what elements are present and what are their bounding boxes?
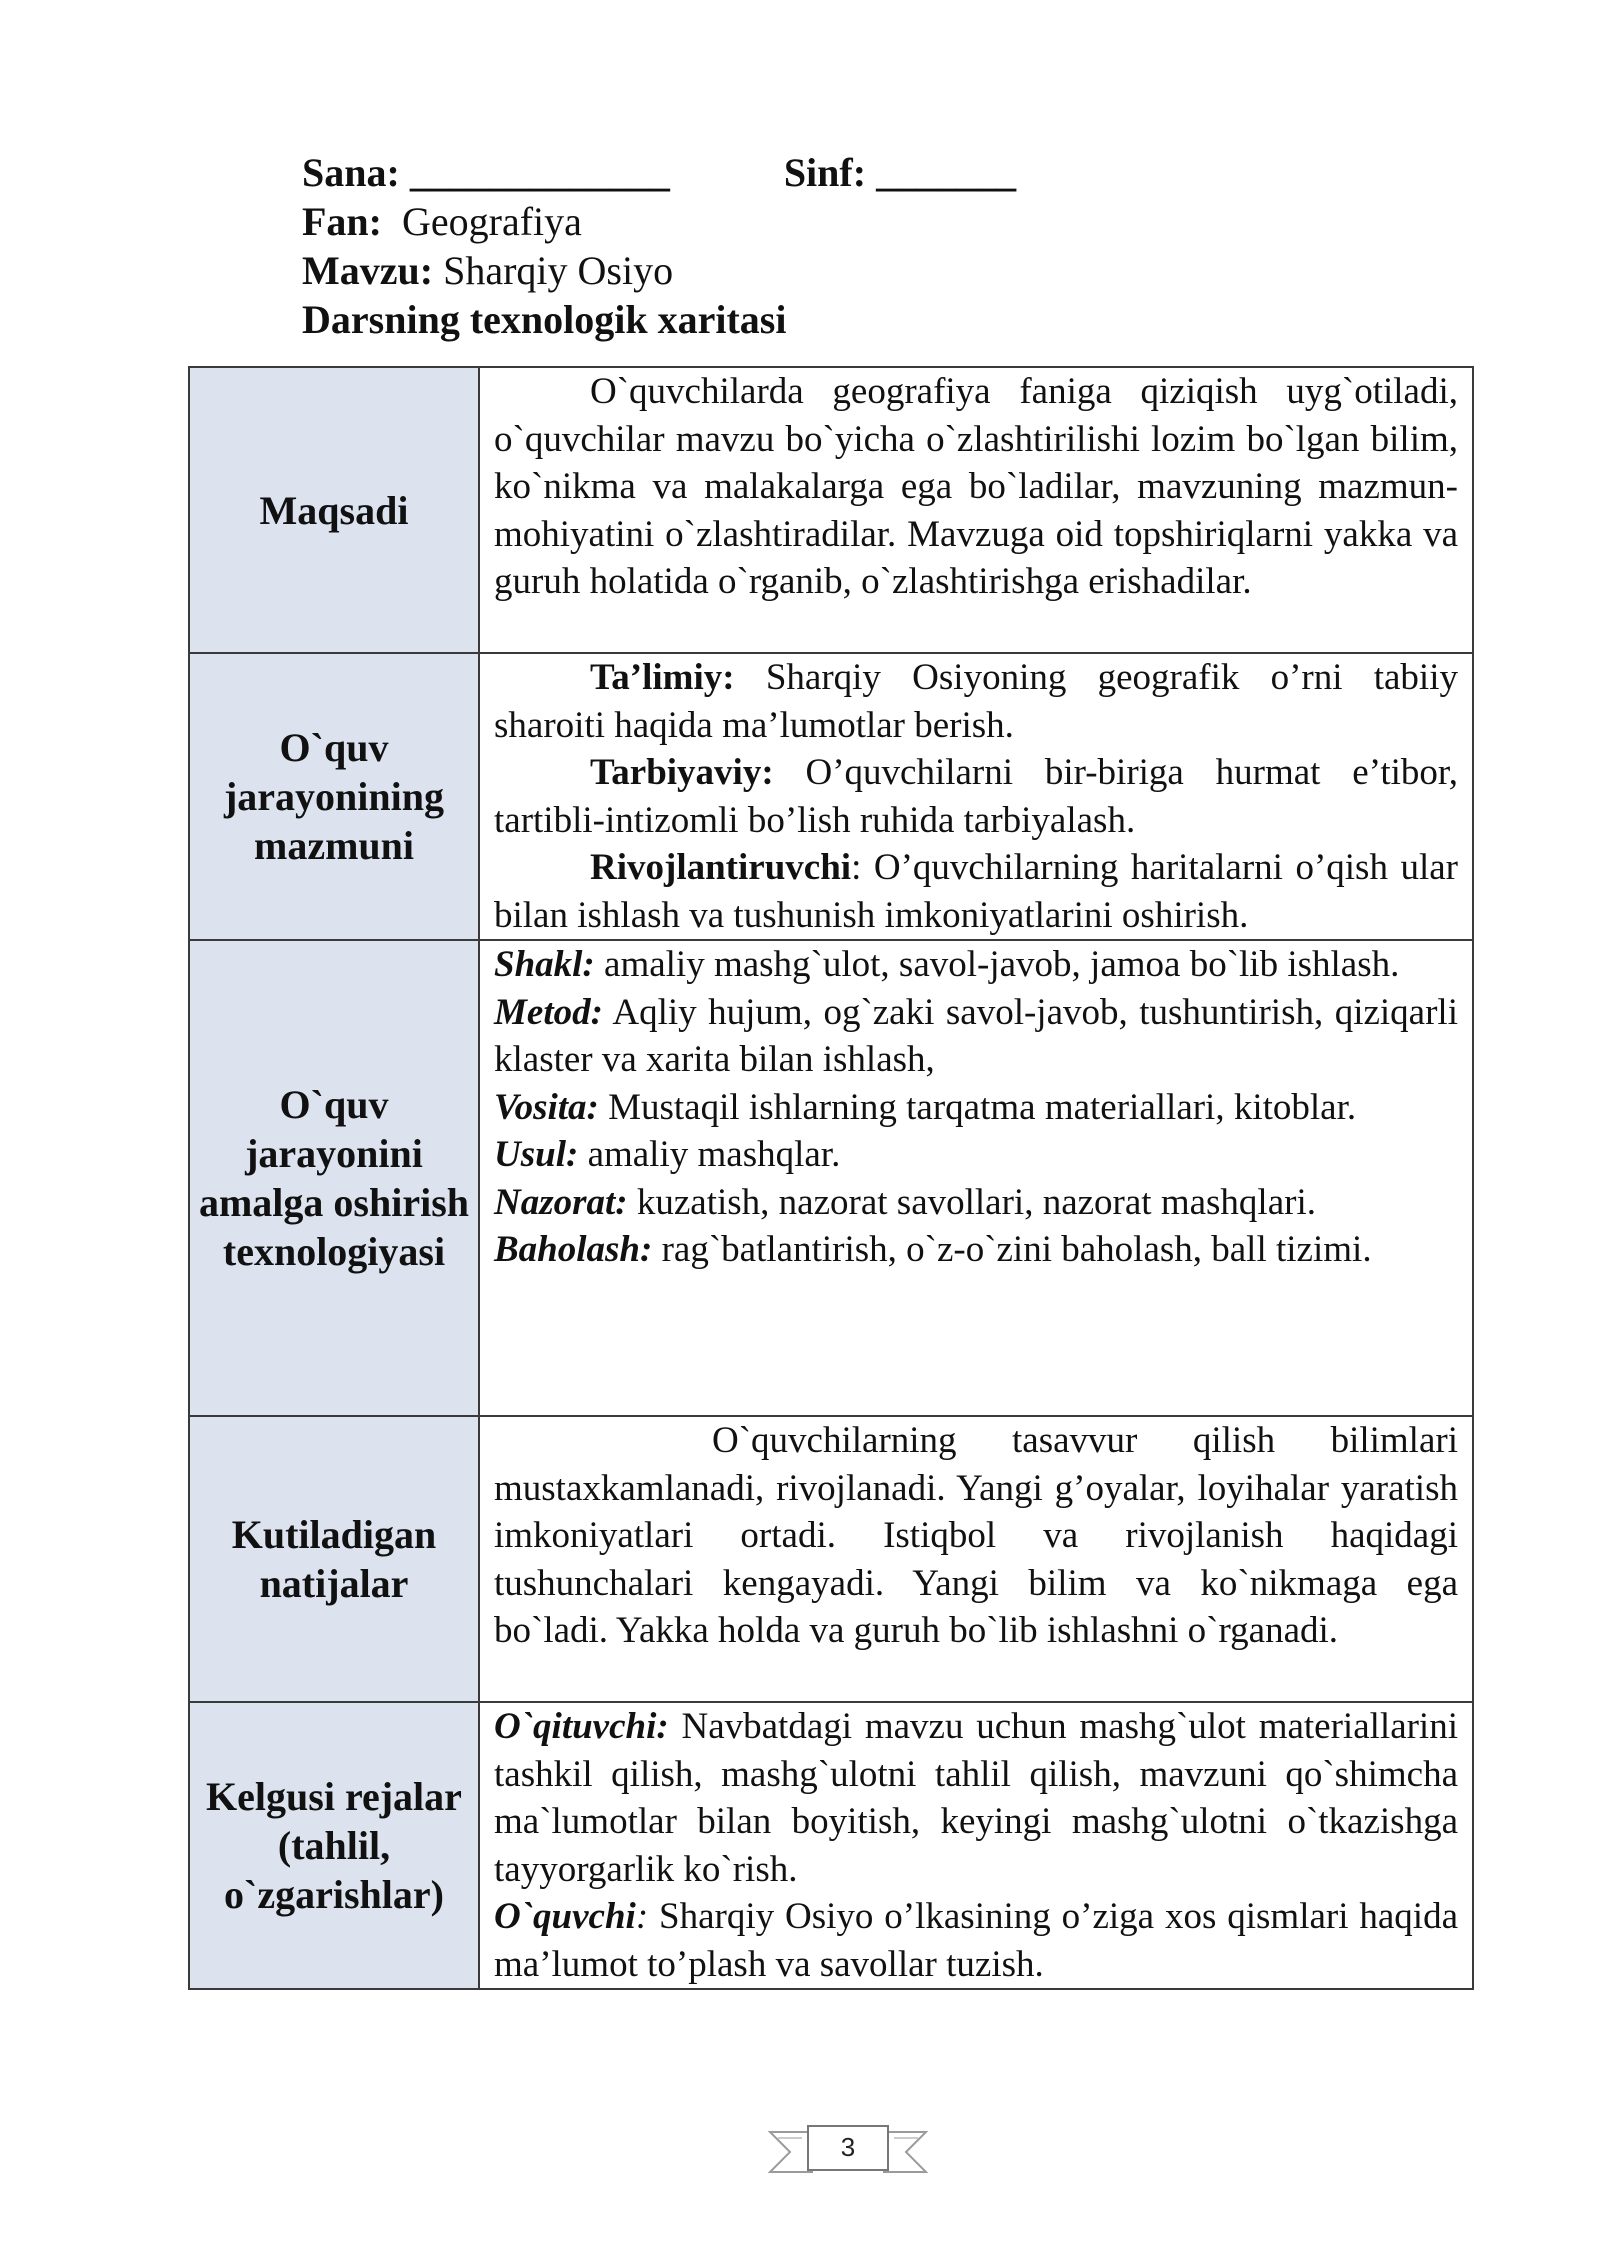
row-content-natijalar [479,1416,1473,1702]
vosita-label: Vosita: [494,1086,599,1128]
mavzu-value: Sharqiy Osiyo [443,248,674,293]
shakl-text: amaliy mashg`ulot, savol-javob, jamoa bo`lib ishlash. [594,944,1400,985]
sinf-blank: _______ [876,150,1017,195]
nazorat-label: Nazorat: [494,1181,628,1223]
oqituvchi-label: O`qituvchi: [494,1706,669,1747]
metod-paragraph [494,989,1458,1084]
rivojlantiruvchi-paragraph [494,844,1458,939]
row-label-natijalar: Kutiladigan natijalar [189,1416,479,1702]
sinf-label: Sinf: [783,150,867,195]
sana-label: Sana: [302,150,400,195]
row-label-rejalar: Kelgusi rejalar (tahlil, o`zgarishlar) [189,1702,479,1989]
rivojlantiruvchi-label: Rivojlantiruvchi [590,847,852,888]
oquvchi-paragraph [494,1893,1458,1988]
document-header [302,148,1016,344]
mavzu-line [302,246,1016,295]
oquvchi-label: O`quvchi [494,1896,636,1937]
tarbiyaviy-label: Tarbiyaviy: [590,752,774,793]
tarbiyaviy-paragraph [494,749,1458,844]
nazorat-text: kuzatish, nazorat savollari, nazorat mashqlari. [627,1181,1316,1223]
date-class-line [302,148,1016,197]
shakl-paragraph [494,941,1458,989]
table-row-maqsadi [189,367,1473,653]
usul-text: amaliy mashqlar. [578,1134,841,1175]
natijalar-text: O`quvchilarning tasavvur qilish bilimlari mustaxkamlanadi, rivojlanadi. Yangi g’oyalar, loyihalar yaratish imkoniyatlari ortadi. Istiqbol va rivojlanish haqidagi tushunchalari kengayadi. Yangi bilim va ko`nikmaga ega bo`ladi. Yakka holda va guruh bo`lib ishlashni o`rganadi. [494,1420,1458,1651]
baholash-text: rag`batlantirish, o`z-o`zini baholash, ball tizimi. [652,1229,1372,1270]
row-content-maqsadi [479,367,1473,653]
table-row-texnologiya [189,940,1473,1416]
tarbiyaviy-text: O’quvchilarni bir-biriga hurmat e’tibor, tartibli-intizomli bo’lish ruhida tarbiyalash. [494,752,1458,841]
oqituvchi-text: Navbatdagi mavzu uchun mashg`ulot materiallarini tashkil qilish, mashg`ulotni tahlil qilish, mavzuni qo`shimcha ma`lumotlar bilan boyitish, keyingi mashg`ulotni o`tkazishga tayyorgarlik ko`rish. [494,1706,1458,1890]
metod-text: Aqliy hujum, og`zaki savol-javob, tushuntirish, qiziqarli klaster va xarita bilan ishlash, [494,991,1458,1080]
row-content-mazmuni [479,653,1473,940]
document-title: Darsning texnologik xaritasi [302,297,787,342]
oquvchi-text: Sharqiy Osiyo o’lkasining o’ziga xos qismlari haqida ma’lumot to’plash va savollar tuzish. [494,1896,1458,1985]
maqsadi-text: O`quvchilarda geografiya faniga qiziqish uyg`otiladi, o`quvchilar mavzu bo`yicha o`zlashtirilishi lozim bo`lgan bilim, ko`nikma va malakalarga ega bo`ladilar, mavzuning mazmun-mohiyatini o`zlashtiradilar. Mavzuga oid topshiriqlarni yakka va guruh holatida o`rganib, o`zlashtirishga erishadilar. [494,371,1458,602]
mavzu-label: Mavzu: [302,248,434,293]
table-row-mazmuni [189,653,1473,940]
vosita-text: Mustaqil ishlarning tarqatma materiallari, kitoblar. [598,1086,1357,1128]
row-label-texnologiya: O`quv jarayonini amalga oshirish texnologiyasi [189,940,479,1416]
page-number-ribbon [768,2124,928,2180]
fan-value: Geografiya [402,199,582,244]
table-row-rejalar [189,1702,1473,1989]
usul-label: Usul: [494,1134,579,1175]
row-label-maqsadi: Maqsadi [189,367,479,653]
baholash-label: Baholash: [494,1229,653,1270]
row-label-mazmuni: O`quv jarayonining mazmuni [189,653,479,940]
rivojlantiruvchi-text: : O’quvchilarning haritalarni o’qish ular bilan ishlash va tushunish imkoniyatlarini oshirish. [494,847,1458,936]
fan-label: Fan: [302,199,382,244]
row-content-texnologiya [479,940,1473,1416]
nazorat-paragraph [494,1179,1458,1227]
sana-blank: _____________ [409,150,670,195]
shakl-label: Shakl: [494,944,595,985]
table-row-natijalar [189,1416,1473,1702]
talimiy-paragraph [494,654,1458,749]
baholash-paragraph [494,1226,1458,1274]
metod-label: Metod: [494,991,603,1033]
page-number: 3 [840,2132,856,2162]
row-content-rejalar [479,1702,1473,1989]
talimiy-label: Ta’limiy: [590,657,735,698]
fan-line [302,197,1016,246]
vosita-paragraph [494,1084,1458,1132]
talimiy-text: Sharqiy Osiyoning geografik o’rni tabiiy sharoiti haqida ma’lumotlar berish. [494,657,1458,746]
technology-map-table [188,366,1474,1990]
oquvchi-colon: : [635,1896,649,1937]
oqituvchi-paragraph [494,1703,1458,1893]
usul-paragraph [494,1131,1458,1179]
